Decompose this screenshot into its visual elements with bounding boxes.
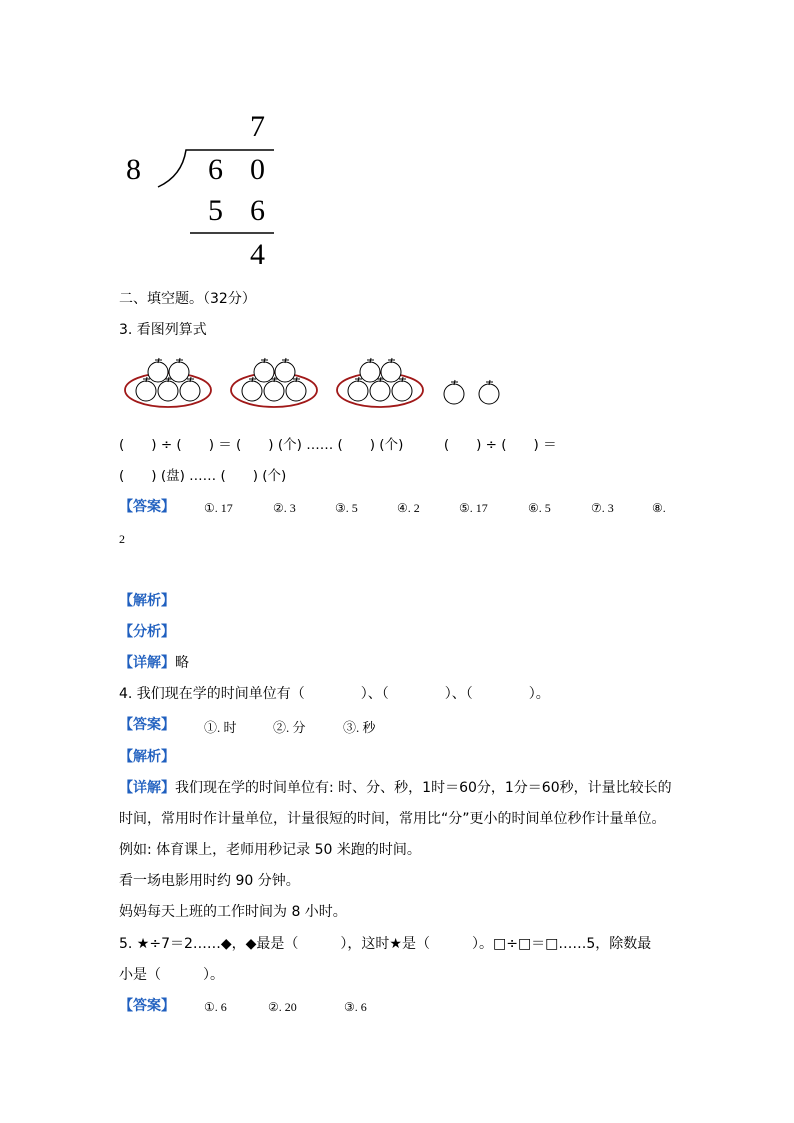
q4-answer-row bbox=[119, 715, 175, 735]
q3-answer-7: ⑦. 3 bbox=[591, 501, 614, 515]
detail-text: 略 bbox=[175, 655, 189, 671]
quotient-digit: 7 bbox=[250, 110, 265, 143]
q4-answer-3: ③. 秒 bbox=[343, 720, 376, 735]
answer-tag: 【答案】 bbox=[119, 998, 175, 1014]
q4-answer-1: ①. 时 bbox=[204, 720, 237, 735]
q3-title: 3. 看图列算式 bbox=[119, 322, 207, 338]
apple-icon-plate2-1 bbox=[254, 358, 274, 382]
apple-icon-plate1-1 bbox=[148, 358, 168, 382]
q3-answer-8-value: 2 bbox=[119, 532, 125, 546]
q3-answer-5: ⑤. 17 bbox=[459, 501, 488, 515]
q5-line-1: 5. ★÷7＝2……◆，◆最是（ ），这时★是（ ）。□÷□＝□……5，除数最 bbox=[119, 936, 652, 952]
product-digit-1: 5 bbox=[208, 194, 223, 227]
q4-detail-line-1 bbox=[119, 778, 672, 798]
q4-analysis-tag: 【解析】 bbox=[119, 749, 175, 765]
q5-answer-2: ②. 20 bbox=[268, 1000, 297, 1014]
answer-tag: 【答案】 bbox=[119, 717, 175, 733]
division-bracket bbox=[150, 140, 280, 240]
apple-icon-plate2-2 bbox=[275, 358, 295, 382]
dividend-digit-1: 6 bbox=[208, 153, 223, 186]
q3-answer-6: ⑥. 5 bbox=[528, 501, 551, 515]
apple-icon-plate3-2 bbox=[381, 358, 401, 382]
q5-answer-row bbox=[119, 996, 175, 1016]
detail-tag: 【详解】 bbox=[119, 655, 175, 671]
q3-detail bbox=[119, 653, 189, 673]
product-digit-2: 6 bbox=[250, 194, 265, 227]
q4-detail-line-4: 看一场电影用时约 90 分钟。 bbox=[119, 873, 300, 889]
q3-answer-row bbox=[119, 497, 175, 517]
apple-icon-loose-2 bbox=[479, 380, 499, 404]
q4-detail-line-2: 时间，常用时作计量单位，计量很短的时间，常用比“分”更小的时间单位秒作计量单位。 bbox=[119, 811, 666, 827]
q3-answer-1: ①. 17 bbox=[204, 501, 233, 515]
section-title: 二、填空题。（32分） bbox=[119, 291, 256, 307]
q3-analysis-tag: 【解析】 bbox=[119, 593, 175, 609]
answer-tag: 【答案】 bbox=[119, 499, 175, 515]
remainder-digit: 4 bbox=[250, 238, 265, 271]
q5-answer-3: ③. 6 bbox=[344, 1000, 367, 1014]
q3-answer-8: ⑧. bbox=[652, 501, 666, 515]
apple-icon-plate1-2 bbox=[169, 358, 189, 382]
q3-answer-2: ②. 3 bbox=[273, 501, 296, 515]
apple-icon-loose-1 bbox=[444, 380, 464, 404]
q3-blank-line-1: ( ) ÷ ( ) ＝ ( ) (个) …… ( ) (个) ( ) ÷ ( ) ＝ bbox=[119, 437, 557, 453]
q5-line-2: 小是（ ）。 bbox=[119, 967, 224, 983]
q4-detail-line-3: 例如: 体育课上，老师用秒记录 50 米跑的时间。 bbox=[119, 842, 421, 858]
detail-text: 我们现在学的时间单位有: 时、分、秒，1时＝60分，1分＝60秒，计量比较长的 bbox=[175, 780, 672, 796]
q5-answer-1: ①. 6 bbox=[204, 1000, 227, 1014]
q4-detail-line-5: 妈妈每天上班的工作时间为 8 小时。 bbox=[119, 904, 347, 920]
q3-fenxi-tag: 【分析】 bbox=[119, 624, 175, 640]
q3-answer-4: ④. 2 bbox=[397, 501, 420, 515]
apples-figure bbox=[120, 352, 510, 412]
q4-title: 4. 我们现在学的时间单位有（ ）、（ ）、（ ）。 bbox=[119, 686, 550, 702]
q3-blank-line-2: ( ) (盘) …… ( ) (个) bbox=[119, 468, 287, 484]
divisor-digit: 8 bbox=[126, 153, 141, 186]
dividend-digit-2: 0 bbox=[250, 153, 265, 186]
q4-answer-2: ②. 分 bbox=[273, 720, 306, 735]
detail-tag: 【详解】 bbox=[119, 780, 175, 796]
q3-answer-3: ③. 5 bbox=[335, 501, 358, 515]
apple-icon-plate3-1 bbox=[360, 358, 380, 382]
